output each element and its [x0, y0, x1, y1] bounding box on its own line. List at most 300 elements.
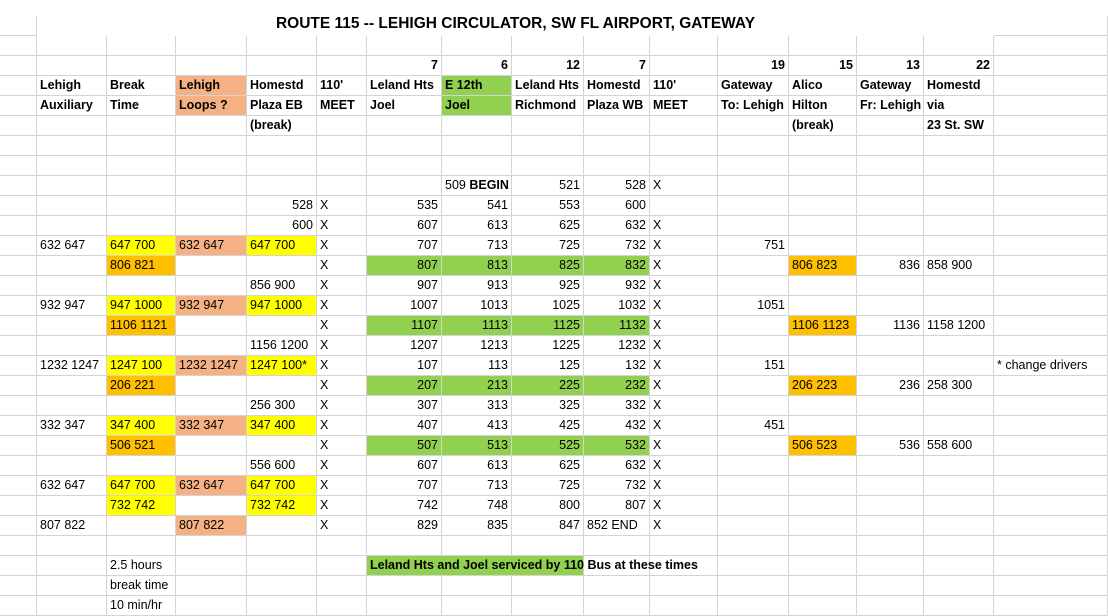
cell-r3-c13[interactable] — [924, 56, 994, 76]
grid-cell[interactable] — [176, 36, 247, 56]
cell-r12-c3[interactable] — [247, 236, 317, 256]
cell-r23-c9[interactable] — [650, 456, 718, 476]
grid-cell[interactable] — [37, 216, 107, 236]
grid-cell[interactable] — [37, 316, 107, 336]
cell-r22-c6[interactable] — [442, 436, 512, 456]
cell-r18-c9[interactable] — [650, 356, 718, 376]
cell-r5-c9[interactable] — [650, 96, 718, 116]
cell-r15-c6[interactable] — [442, 296, 512, 316]
grid-cell[interactable] — [994, 96, 1108, 116]
cell-r13-c4[interactable] — [317, 256, 367, 276]
grid-cell[interactable] — [367, 576, 442, 596]
grid-cell[interactable] — [37, 176, 107, 196]
cell-r10-c7[interactable] — [512, 196, 584, 216]
grid-cell[interactable] — [317, 116, 367, 136]
grid-cell[interactable] — [317, 176, 367, 196]
grid-cell[interactable] — [512, 36, 584, 56]
grid-cell[interactable] — [317, 556, 367, 576]
grid-cell[interactable] — [512, 596, 584, 616]
grid-cell[interactable] — [789, 356, 857, 376]
grid-cell[interactable] — [924, 276, 994, 296]
cell-r16-c7[interactable] — [512, 316, 584, 336]
cell-r5-c3[interactable] — [247, 96, 317, 116]
cell-r16-c13[interactable] — [924, 316, 994, 336]
cell-r17-c4[interactable] — [317, 336, 367, 356]
grid-cell[interactable] — [789, 536, 857, 556]
grid-cell[interactable] — [367, 156, 442, 176]
cell-r21-c2[interactable] — [176, 416, 247, 436]
grid-cell[interactable] — [924, 176, 994, 196]
cell-r19-c6[interactable] — [442, 376, 512, 396]
cell-r5-c13[interactable] — [924, 96, 994, 116]
cell-r9-c8[interactable] — [584, 176, 650, 196]
grid-cell[interactable] — [176, 136, 247, 156]
grid-cell[interactable] — [994, 376, 1108, 396]
grid-cell[interactable] — [0, 536, 37, 556]
grid-cell[interactable] — [924, 536, 994, 556]
grid-cell[interactable] — [37, 336, 107, 356]
grid-cell[interactable] — [0, 336, 37, 356]
grid-cell[interactable] — [512, 576, 584, 596]
grid-cell[interactable] — [0, 456, 37, 476]
grid-cell[interactable] — [994, 136, 1108, 156]
grid-cell[interactable] — [857, 216, 924, 236]
cell-r17-c8[interactable] — [584, 336, 650, 356]
cell-r23-c7[interactable] — [512, 456, 584, 476]
cell-r22-c13[interactable] — [924, 436, 994, 456]
cell-r19-c11[interactable] — [789, 376, 857, 396]
grid-cell[interactable] — [994, 236, 1108, 256]
grid-cell[interactable] — [0, 156, 37, 176]
grid-cell[interactable] — [37, 456, 107, 476]
grid-cell[interactable] — [247, 156, 317, 176]
cell-r4-c11[interactable] — [789, 76, 857, 96]
grid-cell[interactable] — [789, 336, 857, 356]
grid-cell[interactable] — [718, 396, 789, 416]
grid-cell[interactable] — [0, 596, 37, 616]
cell-r3-c12[interactable] — [857, 56, 924, 76]
grid-cell[interactable] — [176, 456, 247, 476]
cell-r17-c3[interactable] — [247, 336, 317, 356]
grid-cell[interactable] — [994, 436, 1108, 456]
grid-cell[interactable] — [857, 516, 924, 536]
cell-r16-c6[interactable] — [442, 316, 512, 336]
grid-cell[interactable] — [857, 596, 924, 616]
grid-cell[interactable] — [718, 496, 789, 516]
cell-r28-c5[interactable] — [367, 556, 698, 576]
grid-cell[interactable] — [176, 376, 247, 396]
grid-cell[interactable] — [650, 56, 718, 76]
cell-r15-c2[interactable] — [176, 296, 247, 316]
cell-r25-c3[interactable] — [247, 496, 317, 516]
cell-r4-c10[interactable] — [718, 76, 789, 96]
cell-r24-c4[interactable] — [317, 476, 367, 496]
cell-r15-c9[interactable] — [650, 296, 718, 316]
grid-cell[interactable] — [994, 516, 1108, 536]
cell-r4-c6[interactable] — [442, 76, 512, 96]
cell-r13-c7[interactable] — [512, 256, 584, 276]
cell-r12-c10[interactable] — [718, 236, 789, 256]
grid-cell[interactable] — [176, 196, 247, 216]
cell-r21-c3[interactable] — [247, 416, 317, 436]
grid-cell[interactable] — [0, 576, 37, 596]
grid-cell[interactable] — [924, 296, 994, 316]
cell-r5-c11[interactable] — [789, 96, 857, 116]
grid-cell[interactable] — [584, 536, 650, 556]
cell-r14-c5[interactable] — [367, 276, 442, 296]
grid-cell[interactable] — [176, 156, 247, 176]
grid-cell[interactable] — [718, 456, 789, 476]
grid-cell[interactable] — [0, 236, 37, 256]
cell-r25-c7[interactable] — [512, 496, 584, 516]
cell-r15-c8[interactable] — [584, 296, 650, 316]
cell-r21-c8[interactable] — [584, 416, 650, 436]
cell-r25-c5[interactable] — [367, 496, 442, 516]
grid-cell[interactable] — [37, 556, 107, 576]
cell-r13-c12[interactable] — [857, 256, 924, 276]
cell-r3-c6[interactable] — [442, 56, 512, 76]
cell-r12-c8[interactable] — [584, 236, 650, 256]
grid-cell[interactable] — [789, 36, 857, 56]
cell-r24-c8[interactable] — [584, 476, 650, 496]
cell-r5-c12[interactable] — [857, 96, 924, 116]
cell-r25-c4[interactable] — [317, 496, 367, 516]
grid-cell[interactable] — [107, 456, 176, 476]
grid-cell[interactable] — [994, 76, 1108, 96]
grid-cell[interactable] — [442, 536, 512, 556]
cell-r3-c7[interactable] — [512, 56, 584, 76]
grid-cell[interactable] — [994, 536, 1108, 556]
grid-cell[interactable] — [512, 536, 584, 556]
cell-r13-c9[interactable] — [650, 256, 718, 276]
grid-cell[interactable] — [176, 316, 247, 336]
grid-cell[interactable] — [857, 556, 924, 576]
grid-cell[interactable] — [718, 36, 789, 56]
cell-r21-c6[interactable] — [442, 416, 512, 436]
grid-cell[interactable] — [247, 516, 317, 536]
grid-cell[interactable] — [718, 576, 789, 596]
cell-r12-c1[interactable] — [107, 236, 176, 256]
cell-r19-c13[interactable] — [924, 376, 994, 396]
grid-cell[interactable] — [924, 396, 994, 416]
grid-cell[interactable] — [247, 436, 317, 456]
grid-cell[interactable] — [176, 556, 247, 576]
cell-r15-c5[interactable] — [367, 296, 442, 316]
grid-cell[interactable] — [247, 256, 317, 276]
grid-cell[interactable] — [584, 136, 650, 156]
grid-cell[interactable] — [857, 476, 924, 496]
cell-r6-c3[interactable] — [247, 116, 317, 136]
grid-cell[interactable] — [994, 576, 1108, 596]
grid-cell[interactable] — [650, 36, 718, 56]
cell-r17-c9[interactable] — [650, 336, 718, 356]
grid-cell[interactable] — [718, 556, 789, 576]
cell-r26-c0[interactable] — [37, 516, 107, 536]
grid-cell[interactable] — [650, 156, 718, 176]
grid-cell[interactable] — [317, 536, 367, 556]
cell-r4-c7[interactable] — [512, 76, 584, 96]
grid-cell[interactable] — [994, 16, 1108, 36]
cell-r5-c5[interactable] — [367, 96, 442, 116]
grid-cell[interactable] — [718, 176, 789, 196]
grid-cell[interactable] — [789, 516, 857, 536]
cell-r21-c10[interactable] — [718, 416, 789, 436]
cell-r11-c6[interactable] — [442, 216, 512, 236]
cell-r17-c5[interactable] — [367, 336, 442, 356]
grid-cell[interactable] — [176, 56, 247, 76]
cell-r15-c0[interactable] — [37, 296, 107, 316]
grid-cell[interactable] — [857, 276, 924, 296]
cell-r13-c11[interactable] — [789, 256, 857, 276]
grid-cell[interactable] — [247, 576, 317, 596]
cell-r26-c7[interactable] — [512, 516, 584, 536]
cell-r12-c5[interactable] — [367, 236, 442, 256]
cell-r21-c7[interactable] — [512, 416, 584, 436]
grid-cell[interactable] — [247, 136, 317, 156]
grid-cell[interactable] — [37, 496, 107, 516]
grid-cell[interactable] — [857, 36, 924, 56]
grid-cell[interactable] — [247, 176, 317, 196]
cell-r5-c7[interactable] — [512, 96, 584, 116]
grid-cell[interactable] — [857, 116, 924, 136]
grid-cell[interactable] — [317, 36, 367, 56]
cell-r23-c3[interactable] — [247, 456, 317, 476]
grid-cell[interactable] — [37, 156, 107, 176]
grid-cell[interactable] — [789, 476, 857, 496]
grid-cell[interactable] — [176, 596, 247, 616]
cell-r3-c11[interactable] — [789, 56, 857, 76]
cell-r17-c7[interactable] — [512, 336, 584, 356]
grid-cell[interactable] — [789, 296, 857, 316]
cell-r4-c12[interactable] — [857, 76, 924, 96]
cell-r28-c1[interactable] — [107, 556, 176, 576]
grid-cell[interactable] — [176, 576, 247, 596]
cell-r26-c8[interactable] — [584, 516, 650, 536]
grid-cell[interactable] — [857, 576, 924, 596]
grid-cell[interactable] — [367, 36, 442, 56]
cell-r3-c5[interactable] — [367, 56, 442, 76]
cell-r23-c6[interactable] — [442, 456, 512, 476]
grid-cell[interactable] — [924, 236, 994, 256]
grid-cell[interactable] — [994, 416, 1108, 436]
grid-cell[interactable] — [107, 536, 176, 556]
grid-cell[interactable] — [924, 516, 994, 536]
cell-r14-c4[interactable] — [317, 276, 367, 296]
cell-r20-c8[interactable] — [584, 396, 650, 416]
grid-cell[interactable] — [0, 136, 37, 156]
cell-r4-c0[interactable] — [37, 76, 107, 96]
grid-cell[interactable] — [0, 16, 37, 36]
grid-cell[interactable] — [176, 216, 247, 236]
grid-cell[interactable] — [924, 336, 994, 356]
grid-cell[interactable] — [107, 176, 176, 196]
cell-r16-c4[interactable] — [317, 316, 367, 336]
grid-cell[interactable] — [584, 156, 650, 176]
grid-cell[interactable] — [367, 536, 442, 556]
grid-cell[interactable] — [37, 256, 107, 276]
cell-r16-c1[interactable] — [107, 316, 176, 336]
cell-r23-c4[interactable] — [317, 456, 367, 476]
grid-cell[interactable] — [0, 176, 37, 196]
grid-cell[interactable] — [367, 116, 442, 136]
grid-cell[interactable] — [994, 36, 1108, 56]
grid-cell[interactable] — [0, 276, 37, 296]
grid-cell[interactable] — [367, 176, 442, 196]
cell-r24-c5[interactable] — [367, 476, 442, 496]
grid-cell[interactable] — [994, 216, 1108, 236]
grid-cell[interactable] — [37, 536, 107, 556]
cell-r24-c7[interactable] — [512, 476, 584, 496]
cell-r20-c9[interactable] — [650, 396, 718, 416]
cell-r4-c3[interactable] — [247, 76, 317, 96]
cell-r24-c9[interactable] — [650, 476, 718, 496]
cell-r5-c10[interactable] — [718, 96, 789, 116]
grid-cell[interactable] — [317, 156, 367, 176]
cell-r13-c13[interactable] — [924, 256, 994, 276]
grid-cell[interactable] — [857, 396, 924, 416]
cell-r14-c6[interactable] — [442, 276, 512, 296]
cell-r21-c0[interactable] — [37, 416, 107, 436]
grid-cell[interactable] — [789, 576, 857, 596]
grid-cell[interactable] — [924, 36, 994, 56]
cell-r11-c5[interactable] — [367, 216, 442, 236]
cell-r4-c9[interactable] — [650, 76, 718, 96]
grid-cell[interactable] — [789, 196, 857, 216]
grid-cell[interactable] — [789, 276, 857, 296]
cell-r26-c6[interactable] — [442, 516, 512, 536]
grid-cell[interactable] — [994, 596, 1108, 616]
grid-cell[interactable] — [37, 36, 107, 56]
cell-r20-c7[interactable] — [512, 396, 584, 416]
cell-r24-c6[interactable] — [442, 476, 512, 496]
grid-cell[interactable] — [176, 436, 247, 456]
grid-cell[interactable] — [0, 36, 37, 56]
grid-cell[interactable] — [994, 256, 1108, 276]
grid-cell[interactable] — [718, 276, 789, 296]
cell-r14-c7[interactable] — [512, 276, 584, 296]
grid-cell[interactable] — [924, 476, 994, 496]
grid-cell[interactable] — [857, 336, 924, 356]
cell-r16-c8[interactable] — [584, 316, 650, 336]
cell-r21-c1[interactable] — [107, 416, 176, 436]
grid-cell[interactable] — [584, 576, 650, 596]
grid-cell[interactable] — [107, 396, 176, 416]
cell-r22-c9[interactable] — [650, 436, 718, 456]
grid-cell[interactable] — [924, 156, 994, 176]
grid-cell[interactable] — [857, 416, 924, 436]
grid-cell[interactable] — [584, 36, 650, 56]
grid-cell[interactable] — [718, 476, 789, 496]
cell-r18-c10[interactable] — [718, 356, 789, 376]
grid-cell[interactable] — [718, 196, 789, 216]
cell-r13-c8[interactable] — [584, 256, 650, 276]
cell-r24-c3[interactable] — [247, 476, 317, 496]
grid-cell[interactable] — [176, 536, 247, 556]
grid-cell[interactable] — [994, 556, 1108, 576]
grid-cell[interactable] — [0, 396, 37, 416]
grid-cell[interactable] — [442, 136, 512, 156]
grid-cell[interactable] — [789, 216, 857, 236]
grid-cell[interactable] — [718, 136, 789, 156]
grid-cell[interactable] — [317, 596, 367, 616]
grid-cell[interactable] — [857, 156, 924, 176]
grid-cell[interactable] — [994, 156, 1108, 176]
cell-r18-c6[interactable] — [442, 356, 512, 376]
grid-cell[interactable] — [442, 36, 512, 56]
grid-cell[interactable] — [317, 56, 367, 76]
grid-cell[interactable] — [857, 536, 924, 556]
grid-cell[interactable] — [37, 396, 107, 416]
grid-cell[interactable] — [924, 416, 994, 436]
grid-cell[interactable] — [789, 496, 857, 516]
grid-cell[interactable] — [650, 596, 718, 616]
grid-cell[interactable] — [718, 436, 789, 456]
cell-r24-c1[interactable] — [107, 476, 176, 496]
cell-r5-c8[interactable] — [584, 96, 650, 116]
cell-r19-c9[interactable] — [650, 376, 718, 396]
grid-cell[interactable] — [924, 216, 994, 236]
cell-r15-c7[interactable] — [512, 296, 584, 316]
grid-cell[interactable] — [857, 296, 924, 316]
cell-r25-c6[interactable] — [442, 496, 512, 516]
cell-r3-c8[interactable] — [584, 56, 650, 76]
grid-cell[interactable] — [317, 576, 367, 596]
cell-r18-c14[interactable] — [994, 356, 1108, 376]
grid-cell[interactable] — [0, 316, 37, 336]
grid-cell[interactable] — [0, 476, 37, 496]
grid-cell[interactable] — [247, 376, 317, 396]
grid-cell[interactable] — [924, 136, 994, 156]
cell-r20-c5[interactable] — [367, 396, 442, 416]
grid-cell[interactable] — [924, 576, 994, 596]
cell-r13-c1[interactable] — [107, 256, 176, 276]
grid-cell[interactable] — [0, 496, 37, 516]
grid-cell[interactable] — [994, 496, 1108, 516]
cell-r19-c7[interactable] — [512, 376, 584, 396]
cell-r11-c3[interactable] — [247, 216, 317, 236]
grid-cell[interactable] — [924, 356, 994, 376]
grid-cell[interactable] — [247, 536, 317, 556]
grid-cell[interactable] — [994, 276, 1108, 296]
cell-r10-c4[interactable] — [317, 196, 367, 216]
grid-cell[interactable] — [0, 76, 37, 96]
cell-r21-c5[interactable] — [367, 416, 442, 436]
grid-cell[interactable] — [718, 336, 789, 356]
cell-r9-c9[interactable] — [650, 176, 718, 196]
grid-cell[interactable] — [0, 296, 37, 316]
cell-r22-c4[interactable] — [317, 436, 367, 456]
grid-cell[interactable] — [247, 36, 317, 56]
grid-cell[interactable] — [789, 416, 857, 436]
grid-cell[interactable] — [857, 456, 924, 476]
grid-cell[interactable] — [176, 176, 247, 196]
grid-cell[interactable] — [512, 136, 584, 156]
grid-cell[interactable] — [789, 156, 857, 176]
cell-r11-c4[interactable] — [317, 216, 367, 236]
grid-cell[interactable] — [0, 376, 37, 396]
cell-r26-c9[interactable] — [650, 516, 718, 536]
grid-cell[interactable] — [718, 376, 789, 396]
grid-cell[interactable] — [37, 116, 107, 136]
grid-cell[interactable] — [176, 496, 247, 516]
grid-cell[interactable] — [37, 56, 107, 76]
grid-cell[interactable] — [718, 256, 789, 276]
grid-cell[interactable] — [37, 276, 107, 296]
cell-r5-c2[interactable] — [176, 96, 247, 116]
cell-r18-c5[interactable] — [367, 356, 442, 376]
grid-cell[interactable] — [584, 596, 650, 616]
grid-cell[interactable] — [107, 216, 176, 236]
